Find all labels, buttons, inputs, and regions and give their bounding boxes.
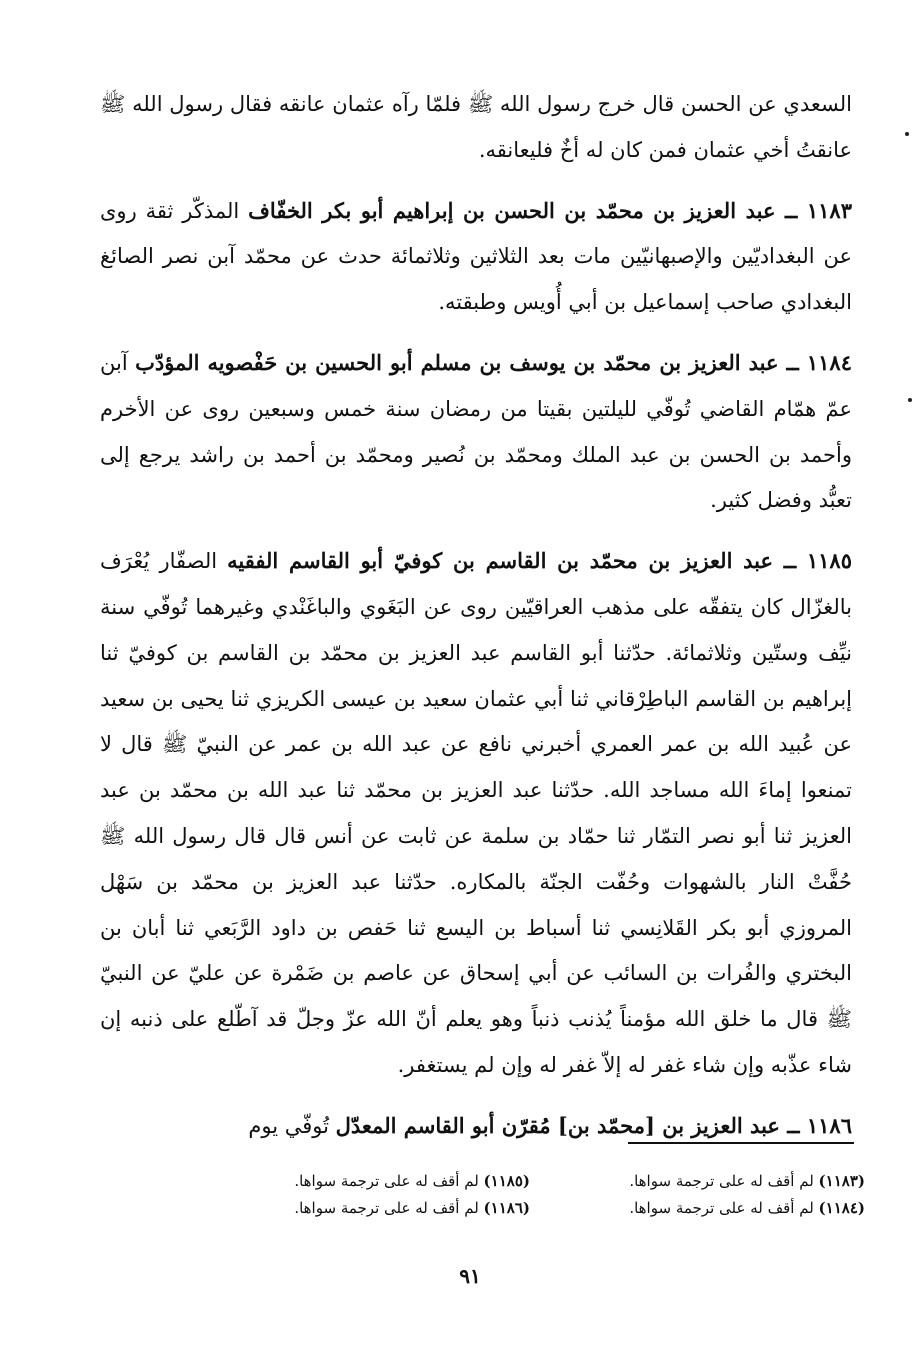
footnote-item	[210, 1195, 530, 1222]
footnote-divider	[628, 1142, 854, 1144]
entry-text: الصفّار يُعْرَف بالغزّال كان يتفقّه على مذهب العراقيّين روى عن البَغَوي والباغَنْدي وغيرهما تُوفّي سنة نيِّف وستّين وثلاثمائة. حدّثنا أبو القاسم عبد العزيز بن محمّد بن القاسم بن كوفيّ ثنا إبراهيم بن القاسم الباطِرْقاني ثنا أبي عثمان سعيد بن عيسى الكريزي ثنا يحيى بن سعيد عن عُبيد الله بن عمر العمري أخبرني نافع عن عبد الله بن عمر عن النبيّ ﷺ قال لا تمنعوا إماءَ الله مساجد الله. حدّثنا عبد العزيز بن محمّد ثنا عبد الله بن محمّد بن عبد العزيز ثنا أبو نصر التمّار ثنا حمّاد بن سلمة عن ثابت عن أنس قال قال رسول الله ﷺ حُفَّتْ النار بالشهوات وحُفّت الجنّة بالمكاره. حدّثنا عبد العزيز بن محمّد بن سَهْل المروزي أبو بكر القَلانِسي ثنا أسباط بن اليسع ثنا حَفص بن داود الرَّبَعي ثنا أبان بن البختري والفُرات بن السائب عن أبي إسحاق عن عاصم بن ضَمْرة عن عليّ عن النبيّ ﷺ قال ما خلق الله مؤمناً يُذنب ذنباً وهو يعلم أنّ الله عزّ وجلّ قد آطّلع على ذنبه إن شاء عذّبه وإن شاء غفر له إلاّ غفر له وإن لم يستغفر.	[100, 549, 852, 1077]
entry-heading: ١١٨٣ ــ عبد العزيز بن محمّد بن الحسن بن إبراهيم أبو بكر الخفّاف	[248, 197, 852, 223]
intro-paragraph: السعدي عن الحسن قال خرج رسول الله ﷺ فلمّا رآه عثمان عانقه فقال رسول الله ﷺ عانقتُ أخي عثمان فمن كان له أخٌ فليعانقه.	[100, 92, 852, 162]
footnote-text: لم أقف له على ترجمة سواها.	[629, 1172, 819, 1190]
footnote-item	[545, 1195, 865, 1222]
entry-heading: ١١٨٤ ــ عبد العزيز بن محمّد بن يوسف بن مسلم أبو الحسين بن حَفْصويه المؤدّب	[135, 349, 852, 375]
main-text	[100, 82, 852, 1150]
entry-text: تُوفّي يوم	[248, 1113, 336, 1138]
entry-heading: ١١٨٦ ــ عبد العزيز بن [محمّد بن] مُقرّن أبو القاسم المعدّل	[335, 1112, 852, 1138]
footnote-number: (١١٨٥)	[483, 1172, 530, 1190]
footnote-column-left	[210, 1168, 530, 1222]
entry-1183	[100, 188, 852, 326]
footnote-number: (١١٨٤)	[818, 1199, 865, 1217]
entry-heading: ١١٨٥ ــ عبد العزيز بن محمّد بن القاسم بن كوفيّ أبو القاسم الفقيه	[227, 548, 852, 574]
page-number: ٩١	[459, 1264, 481, 1288]
footnote-number: (١١٨٦)	[483, 1199, 530, 1217]
footnote-text: لم أقف له على ترجمة سواها.	[629, 1199, 819, 1217]
footnote-column-right	[545, 1168, 865, 1222]
entry-text: آبن عمّ همّام القاضي تُوفّي لليلتين بقيتا من رمضان سنة خمس وسبعين روى عن الأخرم وأحمد بن الحسن بن عبد الملك ومحمّد بن نُصير ومحمّد بن أحمد بن راشد يرجع إلى تعبُّد وفضل كثير.	[100, 350, 852, 513]
scan-speck	[905, 132, 909, 136]
footnote-text: لم أقف له على ترجمة سواها.	[294, 1199, 484, 1217]
footnote-number: (١١٨٣)	[818, 1172, 865, 1190]
footnote-item	[210, 1168, 530, 1195]
entry-1185	[100, 538, 852, 1089]
footnote-item	[545, 1168, 865, 1195]
entry-text: المذكّر ثقة روى عن البغداديّين والإصبهانيّين مات بعد الثلاثين وثلاثمائة حدث عن محمّد آبن نصر الصائغ البغدادي صاحب إسماعيل بن أبي أُويس وطبقته.	[100, 198, 852, 315]
scan-speck	[908, 398, 912, 402]
footnote-text: لم أقف له على ترجمة سواها.	[294, 1172, 484, 1190]
entry-1184	[100, 340, 852, 524]
